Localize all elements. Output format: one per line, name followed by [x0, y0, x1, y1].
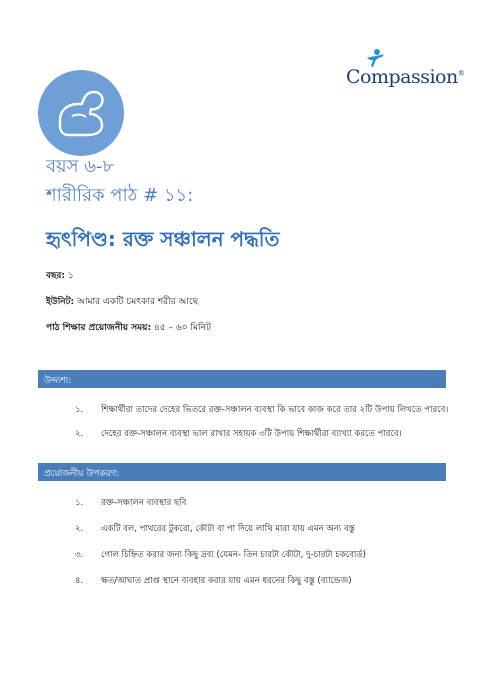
material-number: ১.: [75, 498, 84, 508]
time-value: ৪৫ – ৬০ মিনিট: [153, 323, 211, 333]
time-label: পাঠ শিক্ষার প্রয়োজনীয় সময়:: [46, 323, 152, 333]
material-item: [75, 522, 355, 536]
unit-label: ইউনিট:: [46, 297, 75, 307]
page-title: হৃৎপিণ্ড: রক্ত সঞ্চালন পদ্ধতি: [46, 227, 280, 251]
objectives-heading-bar: [38, 370, 446, 388]
year-label: বছর:: [46, 271, 66, 281]
material-item: [75, 496, 186, 510]
objective-text: শিক্ষার্থীরা তাদের দেহের ভিতরে রক্ত-সঞ্চালন ব্যবস্থা কি ভাবে কাজ করে তার ২টি উপায় লিখতে পারবে।: [101, 405, 449, 415]
material-text: গোল চিহ্নিত করার জন্য কিছু দ্রব্য (যেমন- তিন চারটা কৌটা, দু-চারটা চকবোর্ড): [101, 550, 366, 560]
materials-heading: প্রয়োজনীয় উপকরণ:: [44, 469, 120, 479]
lesson-label: শারীরিক পাঠ # ১১:: [46, 185, 194, 206]
material-item: [75, 574, 352, 588]
material-text: ক্ষত/আঘাত প্রাপ্ত স্থানে ব্যবহার করার যায় এমন ধরনের কিছু বস্তু (ব্যান্ডেজ): [101, 576, 352, 586]
logo-trademark: ®: [457, 69, 465, 78]
meta-time: [46, 320, 211, 335]
material-item: [75, 548, 366, 562]
material-text: একটি বল, পাথরের টুকরো, কৌটা বা পা দিয়ে লাথি মারা যায় এমন অন্য বস্তু: [101, 524, 355, 534]
logo-figure-icon: [364, 48, 386, 68]
material-number: ৩.: [75, 550, 84, 560]
objectives-heading: উদ্দ্যশ্য:: [44, 376, 72, 386]
objective-number: ২.: [75, 429, 84, 439]
meta-year: [46, 268, 74, 283]
year-value: ১: [67, 271, 74, 281]
compassion-logo: [346, 48, 465, 93]
objective-text: দেহের রক্ত-সঞ্চালন ব্যবস্থা ভাল রাখার সহায়ক ৩টি উপায় শিক্ষার্থীরা ব্যাখ্যা করতে পারবে।: [101, 429, 402, 439]
objective-number: ১.: [75, 405, 84, 415]
objective-item: [75, 427, 402, 441]
material-number: ৪.: [75, 576, 84, 586]
logo-text: Compassion: [346, 66, 458, 88]
age-label: বয়স ৬-৮: [46, 156, 115, 177]
meta-unit: [46, 294, 198, 309]
materials-heading-bar: [38, 463, 446, 481]
material-text: রক্ত-সঞ্চালন ব্যবস্থার ছবি: [101, 498, 187, 508]
arm-muscle-icon: [38, 70, 124, 156]
unit-value: আমার একটি চমৎকার শরীর আছে: [77, 297, 199, 307]
material-number: ২.: [75, 524, 84, 534]
objective-item: [75, 403, 448, 417]
